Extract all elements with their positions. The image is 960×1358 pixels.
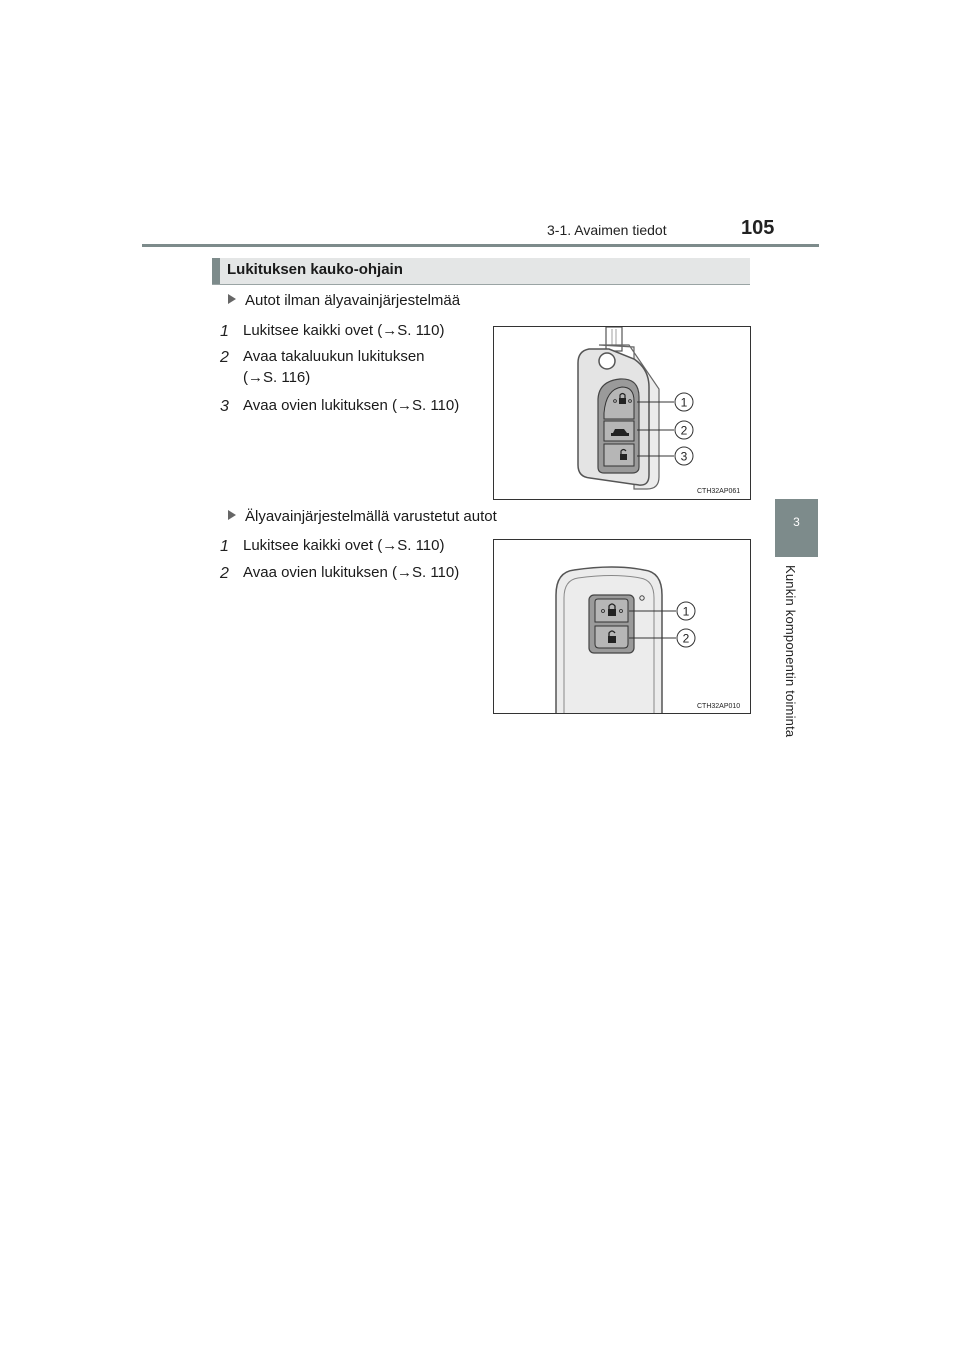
list-item <box>220 562 460 583</box>
item-text: Lukitsee kaikki ovet (→S. 110) <box>243 322 445 339</box>
section-title: Lukituksen kauko-ohjain <box>227 261 403 278</box>
page-number: 105 <box>741 217 775 239</box>
item-number: 2 <box>220 565 229 582</box>
callout-label: 3 <box>680 449 688 464</box>
section-title-bar <box>212 258 750 285</box>
figure-smart-key <box>493 539 751 714</box>
item-text: Avaa ovien lukituksen (→S. 110) <box>243 397 460 414</box>
figure-code: CTH32AP010 <box>697 703 741 710</box>
callout-label: 1 <box>682 604 690 619</box>
list-item <box>220 535 445 556</box>
list-item <box>220 395 460 416</box>
list-item-continuation <box>243 367 310 388</box>
block-heading-text: Älyavainjärjestelmällä varustetut autot <box>245 508 497 525</box>
section-accent <box>212 258 220 284</box>
block-heading-text: Autot ilman älyavainjärjestelmää <box>245 292 461 309</box>
chapter-number: 3 <box>793 515 800 529</box>
callout-label: 2 <box>682 631 690 646</box>
block-heading <box>228 508 497 525</box>
item-text: Avaa ovien lukituksen (→S. 110) <box>243 564 460 581</box>
triangle-bullet-icon <box>228 510 236 520</box>
item-number: 1 <box>220 538 229 555</box>
chapter-label: Kunkin komponentin toiminta <box>783 565 798 738</box>
figure-code: CTH32AP061 <box>697 488 741 495</box>
callout-label: 1 <box>680 395 688 410</box>
item-number: 1 <box>220 323 229 340</box>
running-header-section: 3-1. Avaimen tiedot <box>547 222 667 238</box>
triangle-bullet-icon <box>228 294 236 304</box>
flip-key-illustration <box>494 327 750 499</box>
header-rule <box>142 244 819 247</box>
item-text: Lukitsee kaikki ovet (→S. 110) <box>243 537 445 554</box>
smart-key-illustration <box>494 540 750 713</box>
block-heading <box>228 292 460 309</box>
item-number: 3 <box>220 398 229 415</box>
item-text: (→S. 116) <box>243 369 311 386</box>
figure-flip-key <box>493 326 751 500</box>
item-text: Avaa takaluukun lukituksen <box>243 348 425 365</box>
list-item <box>220 320 445 341</box>
callout-label: 2 <box>680 423 688 438</box>
list-item <box>220 346 425 367</box>
item-number: 2 <box>220 349 229 366</box>
